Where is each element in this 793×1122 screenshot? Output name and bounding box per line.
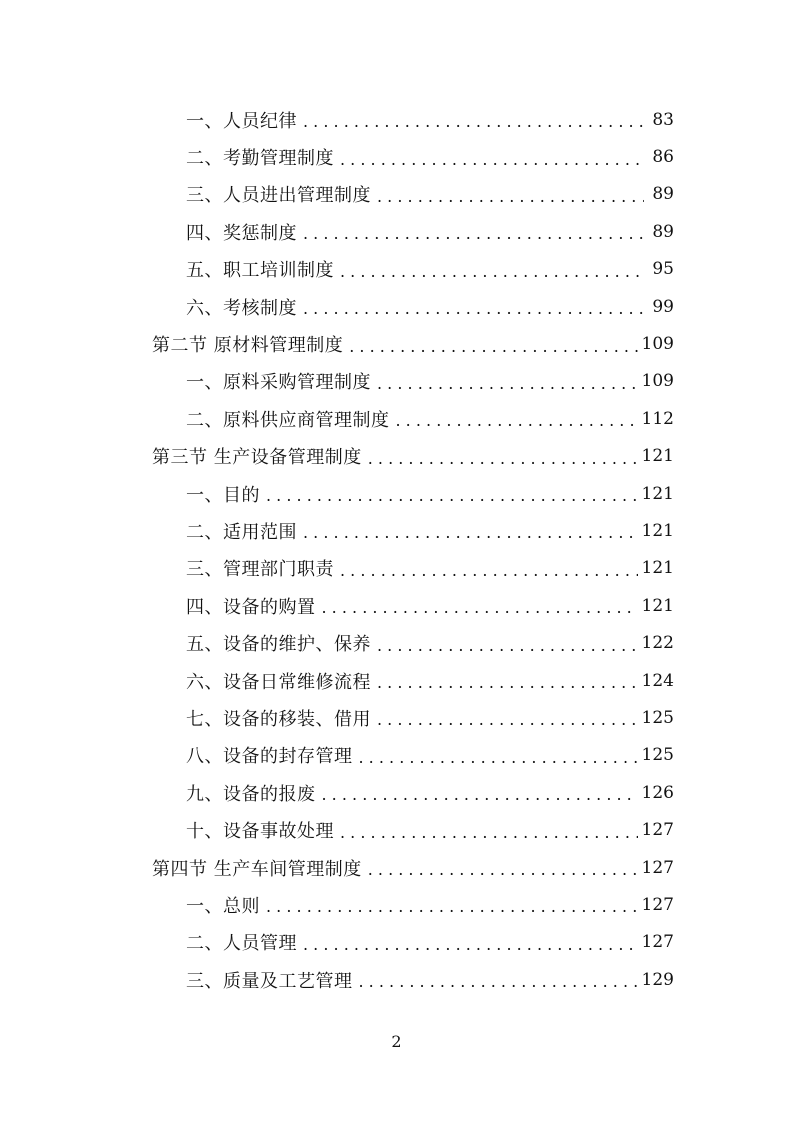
toc-entry-page: 121 (641, 446, 674, 467)
toc-entry-title: 第二节 原材料管理制度 (152, 335, 344, 357)
dot-leader (340, 823, 638, 842)
toc-entry-title: 二、人员管理 (186, 933, 297, 955)
dot-leader (303, 523, 638, 542)
toc-entry-title: 八、设备的封存管理 (186, 746, 353, 768)
toc-subsection-entry[interactable] (0, 587, 793, 624)
toc-subsection-entry[interactable] (0, 924, 793, 961)
toc-entry-page: 99 (652, 296, 674, 317)
toc-subsection-entry[interactable] (0, 363, 793, 400)
toc-subsection-entry[interactable] (0, 737, 793, 774)
dot-leader (322, 785, 638, 804)
toc-entry-page: 124 (641, 670, 674, 691)
toc-subsection-entry[interactable] (0, 774, 793, 811)
toc-entry-page: 121 (641, 595, 674, 616)
dot-leader (303, 299, 644, 318)
toc-entry-page: 89 (652, 221, 674, 242)
toc-subsection-entry[interactable] (0, 699, 793, 736)
toc-entry-page: 89 (652, 184, 674, 205)
dot-leader (322, 598, 638, 617)
toc-entry-title: 十、设备事故处理 (186, 821, 334, 843)
dot-leader (377, 636, 638, 655)
toc-entry-title: 二、适用范围 (186, 521, 297, 543)
toc-subsection-entry[interactable] (0, 886, 793, 923)
toc-entry-page: 127 (641, 857, 674, 878)
dot-leader (303, 112, 644, 131)
toc-entry-title: 三、管理部门职责 (186, 559, 334, 581)
dot-leader (368, 449, 638, 468)
toc-entry-title: 第四节 生产车间管理制度 (152, 858, 362, 880)
toc-entry-page: 122 (641, 633, 674, 654)
toc-entry-page: 109 (641, 371, 674, 392)
toc-subsection-entry[interactable] (0, 550, 793, 587)
toc-entry-page: 121 (641, 483, 674, 504)
toc-subsection-entry[interactable] (0, 400, 793, 437)
dot-leader (349, 337, 637, 356)
dot-leader (377, 710, 638, 729)
toc-subsection-entry[interactable] (0, 961, 793, 998)
toc-subsection-entry[interactable] (0, 288, 793, 325)
toc-subsection-entry[interactable] (0, 101, 793, 138)
toc-subsection-entry[interactable] (0, 251, 793, 288)
dot-leader (303, 224, 644, 243)
dot-leader (377, 187, 644, 206)
toc-entry-page: 126 (641, 782, 674, 803)
toc-entry-title: 一、人员纪律 (186, 110, 297, 132)
toc-entry-title: 一、总则 (186, 895, 260, 917)
toc-entry-title: 第三节 生产设备管理制度 (152, 447, 362, 469)
toc-entry-page: 95 (652, 259, 674, 280)
toc-entry-title: 五、设备的维护、保养 (186, 634, 371, 656)
toc-entry-title: 二、原料供应商管理制度 (186, 409, 390, 431)
toc-entry-title: 九、设备的报废 (186, 783, 316, 805)
toc-section-entry[interactable] (0, 325, 793, 362)
dot-leader (266, 897, 638, 916)
toc-subsection-entry[interactable] (0, 138, 793, 175)
dot-leader (396, 411, 638, 430)
dot-leader (340, 150, 644, 169)
page-number: 2 (391, 1032, 402, 1051)
dot-leader (266, 486, 638, 505)
dot-leader (359, 972, 638, 991)
toc-section-entry[interactable] (0, 849, 793, 886)
dot-leader (377, 673, 638, 692)
dot-leader (359, 748, 638, 767)
toc-entry-page: 109 (641, 334, 674, 355)
toc-entry-page: 127 (641, 820, 674, 841)
toc-entry-page: 86 (652, 147, 674, 168)
dot-leader (368, 860, 638, 879)
toc-subsection-entry[interactable] (0, 176, 793, 213)
dot-leader (340, 262, 644, 281)
dot-leader (303, 935, 638, 954)
toc-entry-page: 83 (652, 109, 674, 130)
toc-subsection-entry[interactable] (0, 624, 793, 661)
toc-entry-page: 125 (641, 707, 674, 728)
toc-entry-title: 五、职工培训制度 (186, 260, 334, 282)
toc-entry-title: 三、人员进出管理制度 (186, 185, 371, 207)
toc-entry-title: 四、奖惩制度 (186, 222, 297, 244)
toc-entry-page: 121 (641, 558, 674, 579)
toc-subsection-entry[interactable] (0, 811, 793, 848)
toc-entry-title: 一、原料采购管理制度 (186, 372, 371, 394)
toc-section-entry[interactable] (0, 438, 793, 475)
toc-subsection-entry[interactable] (0, 213, 793, 250)
dot-leader (340, 561, 638, 580)
toc-entry-title: 一、目的 (186, 484, 260, 506)
toc-subsection-entry[interactable] (0, 662, 793, 699)
toc-subsection-entry[interactable] (0, 512, 793, 549)
toc-entry-title: 三、质量及工艺管理 (186, 970, 353, 992)
table-of-contents (0, 101, 793, 998)
toc-entry-title: 二、考勤管理制度 (186, 148, 334, 170)
toc-entry-title: 四、设备的购置 (186, 596, 316, 618)
toc-entry-page: 127 (641, 894, 674, 915)
toc-entry-page: 129 (641, 969, 674, 990)
dot-leader (377, 374, 638, 393)
toc-entry-page: 127 (641, 932, 674, 953)
toc-entry-page: 112 (641, 408, 674, 429)
toc-entry-title: 六、考核制度 (186, 297, 297, 319)
toc-entry-page: 125 (641, 745, 674, 766)
toc-entry-title: 六、设备日常维修流程 (186, 671, 371, 693)
toc-entry-title: 七、设备的移装、借用 (186, 708, 371, 730)
toc-entry-page: 121 (641, 520, 674, 541)
toc-subsection-entry[interactable] (0, 475, 793, 512)
